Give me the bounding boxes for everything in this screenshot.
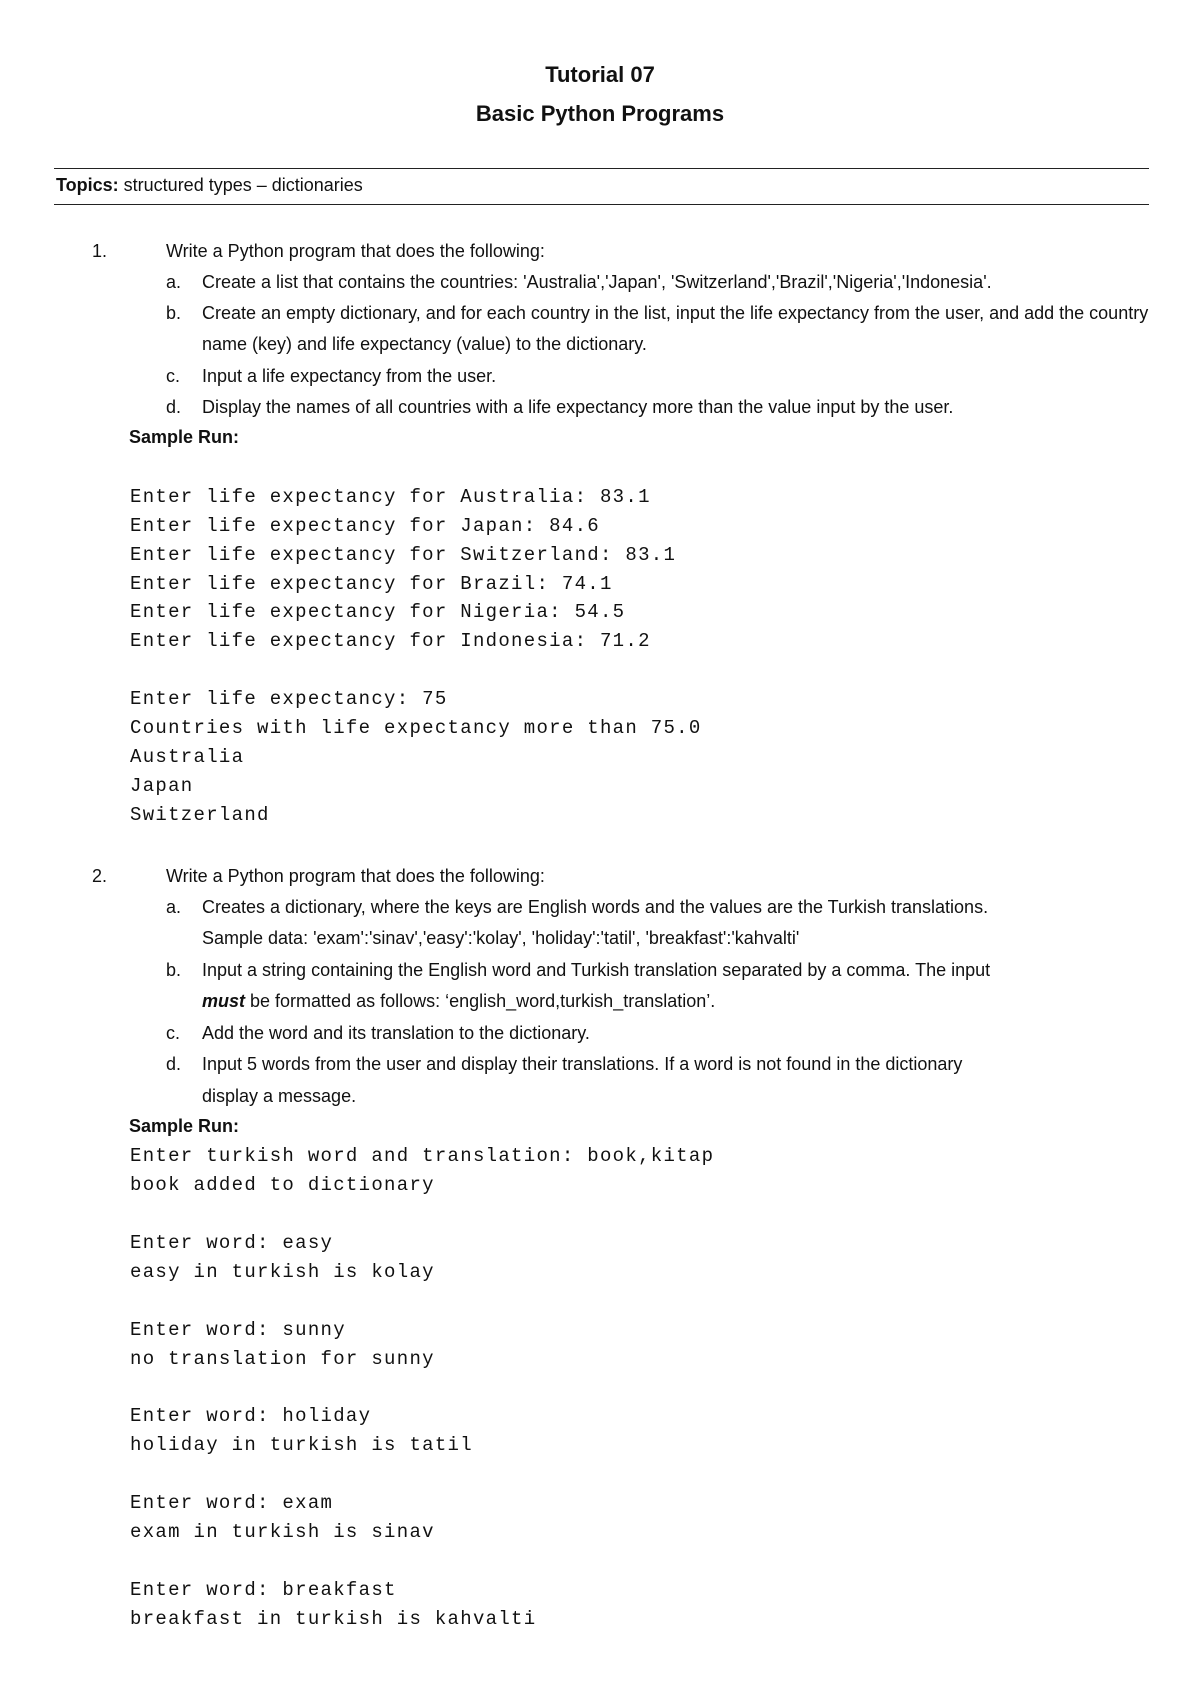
item-letter: c. [166,366,181,386]
sample-line: Enter word: exam [130,1492,334,1514]
sample-line: breakfast in turkish is kahvalti [130,1608,537,1630]
sample-line: Countries with life expectancy more than 75.0 [130,717,702,739]
sample-line: Japan [130,775,194,797]
item-text: Display the names of all countries with a life expectancy more than the value input by the user. [202,397,954,417]
sample-line: Enter word: easy [130,1232,334,1254]
item-text-line-1: Input 5 words from the user and display their translations. If a word is not found in the dictionary [202,1054,963,1074]
item-letter: b. [166,303,182,323]
sample-line: Enter word: holiday [130,1405,372,1427]
emphasis-must: must [202,991,246,1011]
sample-line: Enter life expectancy: 75 [130,688,448,710]
item-letter: b. [166,960,182,980]
item-letter: a. [166,897,182,917]
question-2-number: 2. [92,866,108,886]
sample-line: Enter life expectancy for Japan: 84.6 [130,515,600,537]
sample-line: book added to dictionary [130,1174,435,1196]
sample-line: easy in turkish is kolay [130,1261,435,1283]
sample-line: Enter word: sunny [130,1319,346,1341]
item-text: Create an empty dictionary, and for each country in the list, input the life expectancy from the user, and add the country name (key) and life expectancy (value) to the dictionary. [202,303,1149,354]
sample-line: exam in turkish is sinav [130,1521,435,1543]
topics-label: Topics: [56,175,119,195]
item-text-line-1: Creates a dictionary, where the keys are English words and the values are the Turkish translations. [202,897,989,917]
question-2-intro: Write a Python program that does the following: [166,866,545,886]
sample-line: Enter life expectancy for Australia: 83.1 [130,486,651,508]
sample-line: Switzerland [130,804,270,826]
item-letter: d. [166,1054,182,1074]
sample-line: no translation for sunny [130,1348,435,1370]
item-letter: c. [166,1023,181,1043]
sample-line: Enter life expectancy for Switzerland: 83.1 [130,544,677,566]
top-divider [54,168,1149,169]
item-text-line-2 [202,986,1157,1017]
sample-line: Australia [130,746,245,768]
sample-line: Enter word: breakfast [130,1579,397,1601]
question-1-number: 1. [92,241,108,261]
item-text: Add the word and its translation to the dictionary. [202,1023,590,1043]
item-text: Create a list that contains the countries: 'Australia','Japan', 'Switzerland','Brazil','Nigeria','Indonesia'. [202,272,992,292]
topics-text: structured types – dictionaries [118,175,363,195]
item-text: Input a life expectancy from the user. [202,366,497,386]
item-letter: a. [166,272,182,292]
item-text-rest: be formatted as follows: ‘english_word,turkish_translation’. [245,991,716,1011]
item-text-line-2: Sample data: 'exam':'sinav','easy':'kolay', 'holiday':'tatil', 'breakfast':'kahvalti' [202,928,800,948]
sample-line: Enter turkish word and translation: book,kitap [130,1145,715,1167]
sample-line: Enter life expectancy for Nigeria: 54.5 [130,601,626,623]
item-letter: d. [166,397,182,417]
question-2-sample-label: Sample Run: [129,1116,240,1136]
topics-line [56,175,363,196]
sample-line: Enter life expectancy for Indonesia: 71.2 [130,630,651,652]
sample-line: Enter life expectancy for Brazil: 74.1 [130,573,613,595]
bottom-divider [54,204,1149,205]
question-1-sample-label: Sample Run: [129,427,240,447]
item-text-line-1: Input a string containing the English word and Turkish translation separated by a comma. The input [202,960,991,980]
document-subtitle: Basic Python Programs [475,101,725,126]
sample-line: holiday in turkish is tatil [130,1434,473,1456]
question-1-intro: Write a Python program that does the following: [166,241,545,261]
document-title: Tutorial 07 [545,62,655,87]
item-text-line-2: display a message. [202,1086,357,1106]
